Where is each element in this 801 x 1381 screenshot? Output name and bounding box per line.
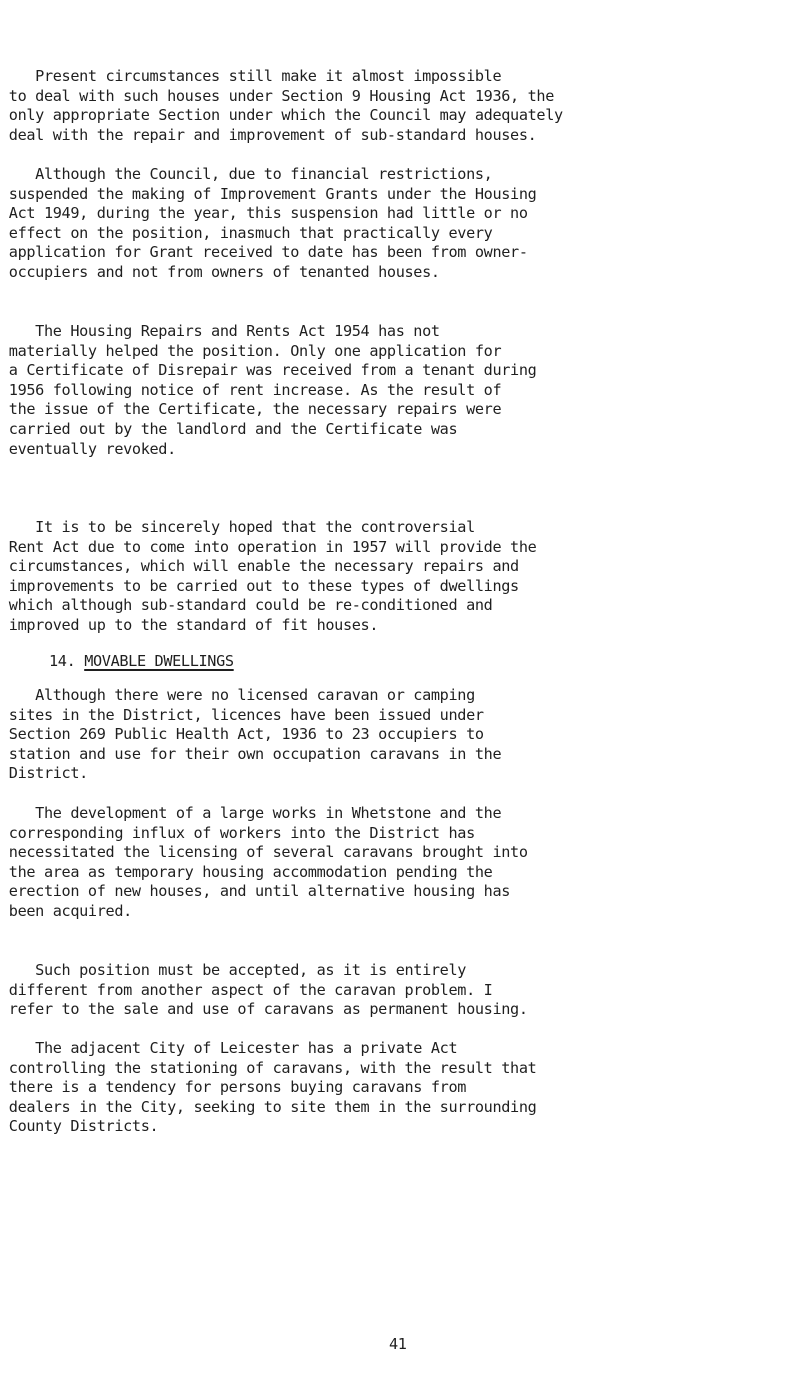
page-number: 41 bbox=[389, 1335, 407, 1353]
paragraph-whetstone-development: The development of a large works in Whetstone and the corresponding influx of workers into the District has necessitated the licensing of several caravans brought into the area as temporary housing accommodation pending the erection of new houses, and until alternative housing has been acquired. bbox=[8, 804, 528, 920]
section-title: MOVABLE DWELLINGS bbox=[84, 652, 234, 670]
paragraph-rent-act-1957: It is to be sincerely hoped that the controversial Rent Act due to come into operation in 1957 will provide the circumstances, which will enable the necessary repairs and improvements to be carried out to these types of dwellings which although sub-standard could be re-conditioned and improved up to the standard of fit houses. bbox=[8, 518, 537, 634]
paragraph-caravan-problem: Such position must be accepted, as it is entirely different from another aspect of the caravan problem. I refer to the sale and use of caravans as permanent housing. bbox=[8, 961, 528, 1019]
paragraph-section-9-housing-act: Present circumstances still make it almost impossible to deal with such houses under Section 9 Housing Act 1936, the only appropriate Section under which the Council may adequately deal with the repair and improvement of sub-standard houses. bbox=[8, 67, 563, 144]
paragraph-caravan-licences: Although there were no licensed caravan or camping sites in the District, licences have been issued under Section 269 Public Health Act, 1936 to 23 occupiers to station and use for their own occupation caravans in the District. bbox=[8, 686, 502, 783]
paragraph-improvement-grants: Although the Council, due to financial restrictions, suspended the making of Improvement Grants under the Housing Act 1949, during the year, this suspension had little or no effect on the position, inasmuch that practically every application for Grant received to date has been from owner- occupiers and not from owners of tenanted houses. bbox=[8, 165, 537, 281]
paragraph-housing-repairs-rents-act: The Housing Repairs and Rents Act 1954 has not materially helped the position. Only one application for a Certificate of Disrepair was received from a tenant during 1956 following notice of rent increase. As the result of the issue of the Certificate, the necessary repairs were carried out by the landlord and the Certificate was eventually revoked. bbox=[8, 322, 537, 458]
section-number: 14. bbox=[49, 652, 76, 670]
section-heading bbox=[49, 652, 234, 672]
paragraph-city-of-leicester: The adjacent City of Leicester has a private Act controlling the stationing of caravans, with the result that there is a tendency for persons buying caravans from dealers in the City, seeking to site them in the surrounding County Districts. bbox=[8, 1039, 537, 1136]
